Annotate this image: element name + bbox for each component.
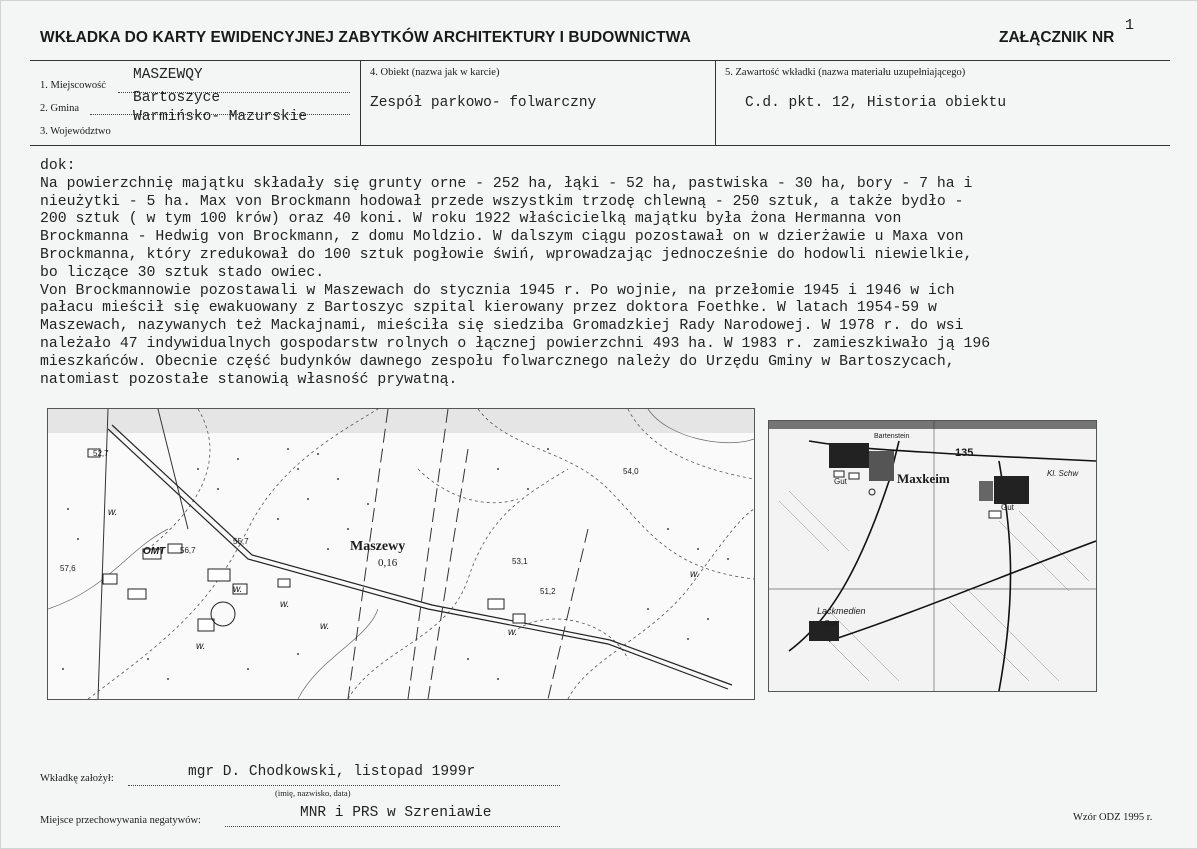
province-label: 3. Województwo	[40, 126, 111, 137]
map-left-label: 53,1	[512, 557, 528, 566]
storage-value: MNR i PRS w Szreniawie	[300, 805, 492, 821]
locality-value: MASZEWQY	[133, 67, 203, 83]
map-right-place: Maxkeim	[897, 471, 950, 486]
history-text: dok: Na powierzchnię majątku składały się grunty orne - 252 ha, łąki - 52 ha, pastwiska - 30 ha, bory - 7 ha i nieużytki - 5 ha. Max von Brockmann hodował przede wszystkim trzodę chlewną - 250 sztuk, a także bydło - 200 sztuk ( w tym 100 krów) oraz 40 koni. W roku 1922 właścicielką majątku była żona Hermanna von Brockmanna - Hedwig von Brockmann, z domu Moldzio. W dalszym ciągu pozostawał on w dzierżawie u Maxa von Brockmanna, który zredukował do 100 sztuk pogłowie świń, wprowadzając jednocześnie do hodowli niewielkie, bo liczące 30 sztuk stado owiec. Von Brockmannowie pozostawali w Maszewach do stycznia 1945 r. Po wojnie, na przełomie 1945 i 1946 w ich pałacu mieścił się ewakuowany z Bartoszyc szpital kierowany przez doktora Foethke. W latach 1954-59 w Maszewach, nazywanych też Mackajnami, mieściła się siedziba Gromadzkiej Rady Narodowej. W 1978 r. do wsi należało 47 indywidualnych gospodarstw rolnych o łącznej powierzchni 493 ha. W 1983 r. zamieszkiwało ją 196 mieszkańców. Obecnie część budynków dawnego zespołu folwarcznego należy do Urzędu Gminy w Bartoszycach, natomiast pozostałe stanowią własność prywatną.	[40, 158, 991, 388]
map-left-marker: w.	[196, 641, 206, 652]
map-left-label: 54,0	[623, 467, 639, 476]
object-label: 4. Obiekt (nazwa jak w karcie)	[370, 67, 500, 78]
object-value: Zespół parkowo- folwarczny	[370, 95, 597, 111]
map-right-label: Gut	[834, 477, 847, 486]
topographic-map-right	[768, 420, 1097, 692]
founder-hint: (imię, nazwisko, data)	[275, 788, 351, 798]
map-right-label: Gut	[1001, 503, 1014, 512]
header-divider-2	[715, 60, 716, 146]
founder-label: Wkładkę założył:	[40, 773, 114, 784]
map-left-place-value: 0,16	[378, 557, 398, 569]
map-right-label: Kl. Schw	[1047, 469, 1079, 478]
map-left-marker: w.	[320, 621, 330, 632]
map-left-label: 55,7	[233, 537, 249, 546]
map-left-marker: w.	[108, 507, 118, 518]
founder-value: mgr D. Chodkowski, listopad 1999r	[188, 764, 476, 780]
locality-label: 1. Miejscowość	[40, 80, 106, 91]
commune-value: Bartoszyce	[133, 90, 221, 106]
commune-label: 2. Gmina	[40, 103, 80, 114]
content-value: C.d. pkt. 12, Historia obiektu	[745, 95, 1007, 111]
header-rule-bottom	[30, 145, 1170, 146]
attachment-number: 1	[1125, 17, 1135, 34]
map-left-place: Maszewy	[350, 539, 406, 554]
map-right-label: Lackmedien	[817, 606, 866, 616]
map-right-label: 135	[955, 447, 974, 459]
map-right-label: Gut	[824, 619, 837, 628]
topographic-map-left	[47, 408, 755, 700]
map-left-label: 52,7	[93, 449, 109, 458]
header-divider-1	[360, 60, 361, 146]
attachment-label: ZAŁĄCZNIK NR	[999, 29, 1115, 46]
document-title: WKŁADKA DO KARTY EWIDENCYJNEJ ZABYTKÓW ARCHITEKTURY I BUDOWNICTWA	[40, 29, 691, 46]
map-right-drawing	[769, 421, 1096, 691]
map-left-marker: w.	[280, 599, 290, 610]
map-left-marker: w.	[233, 584, 243, 595]
content-label: 5. Zawartość wkładki (nazwa materiału uzupełniającego)	[725, 67, 966, 78]
map-left-marker: w.	[690, 569, 700, 580]
header-rule-top	[30, 60, 1170, 61]
map-left-marker: w.	[508, 627, 518, 638]
founder-dots	[128, 785, 560, 786]
storage-label: Miejsce przechowywania negatywów:	[40, 815, 201, 826]
storage-dots	[225, 826, 560, 827]
form-code: Wzór ODZ 1995 r.	[1073, 812, 1153, 823]
map-left-label: 57,6	[60, 564, 76, 573]
map-left-label: 56,7	[180, 546, 196, 555]
map-left-label: 51,2	[540, 587, 556, 596]
map-left-label: OMT	[143, 546, 166, 557]
province-value: Warmińsko- Mazurskie	[133, 109, 308, 125]
map-right-label: Bartenstein	[874, 433, 910, 440]
